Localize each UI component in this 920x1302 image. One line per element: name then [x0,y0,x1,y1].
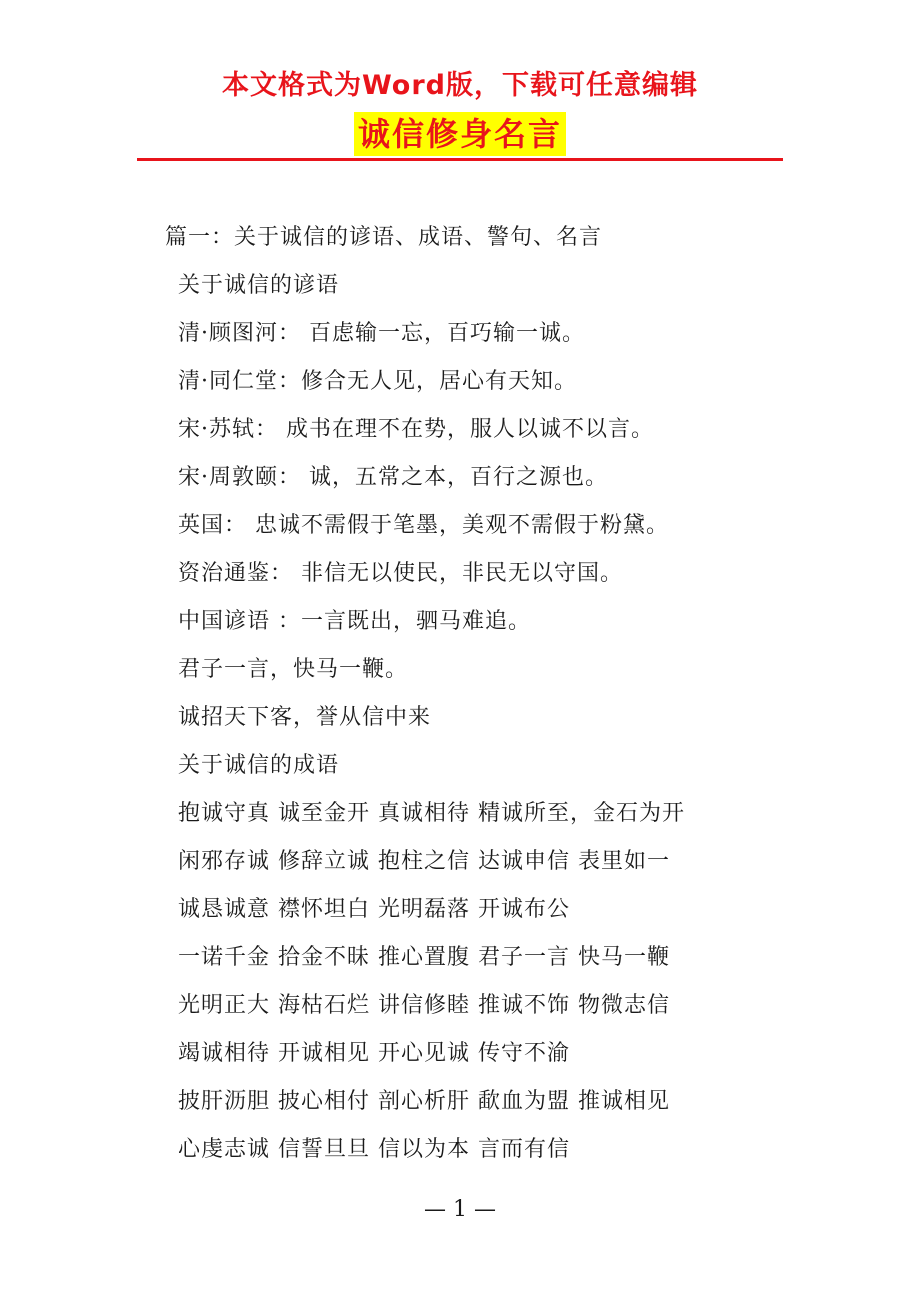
idiom-line: 一诺千金 拾金不昧 推心置腹 君子一言 快马一鞭 [178,945,670,970]
quote-line: 英国： 忠诚不需假于笔墨，美观不需假于粉黛。 [178,513,669,538]
header-divider [137,158,783,161]
idiom-line: 闲邪存诚 修辞立诚 抱柱之信 达诚申信 表里如一 [178,849,670,874]
idiom-line: 光明正大 海枯石烂 讲信修睦 推诚不饰 物微志信 [178,993,670,1018]
quote-line: 资治通鉴： 非信无以使民，非民无以守国。 [178,561,623,586]
quote-line: 清·顾图河： 百虑输一忘，百巧输一诚。 [178,321,585,346]
page-title: 诚信修身名言 [354,112,566,156]
quote-line: 君子一言，快马一鞭。 [178,657,409,682]
subsection-heading-idioms: 关于诚信的成语 [178,753,340,778]
quote-line: 宋·周敦颐： 诚，五常之本，百行之源也。 [178,465,608,490]
idiom-line: 披肝沥胆 披心相付 剖心析肝 歃血为盟 推诚相见 [178,1089,670,1114]
idiom-line: 抱诚守真 诚至金开 真诚相待 精诚所至，金石为开 [178,801,685,826]
idiom-line: 心虔志诚 信誓旦旦 信以为本 言而有信 [178,1137,570,1162]
idiom-line: 诚恳诚意 襟怀坦白 光明磊落 开诚布公 [178,897,570,922]
idiom-line: 竭诚相待 开诚相见 开心见诚 传守不渝 [178,1041,570,1066]
section-heading: 篇一：关于诚信的谚语、成语、警句、名言 [165,225,603,250]
quote-line: 诚招天下客，誉从信中来 [178,705,432,730]
page-number: — 1 — [424,1197,496,1222]
quote-line: 清·同仁堂：修合无人见，居心有天知。 [178,369,577,394]
format-notice-banner: 本文格式为Word版，下载可任意编辑 [221,70,698,101]
subsection-heading-proverbs: 关于诚信的谚语 [178,273,340,298]
quote-line: 宋·苏轼： 成书在理不在势，服人以诚不以言。 [178,417,654,442]
title-container [0,112,920,156]
quote-line: 中国谚语 ：一言既出，驷马难追。 [178,609,531,634]
